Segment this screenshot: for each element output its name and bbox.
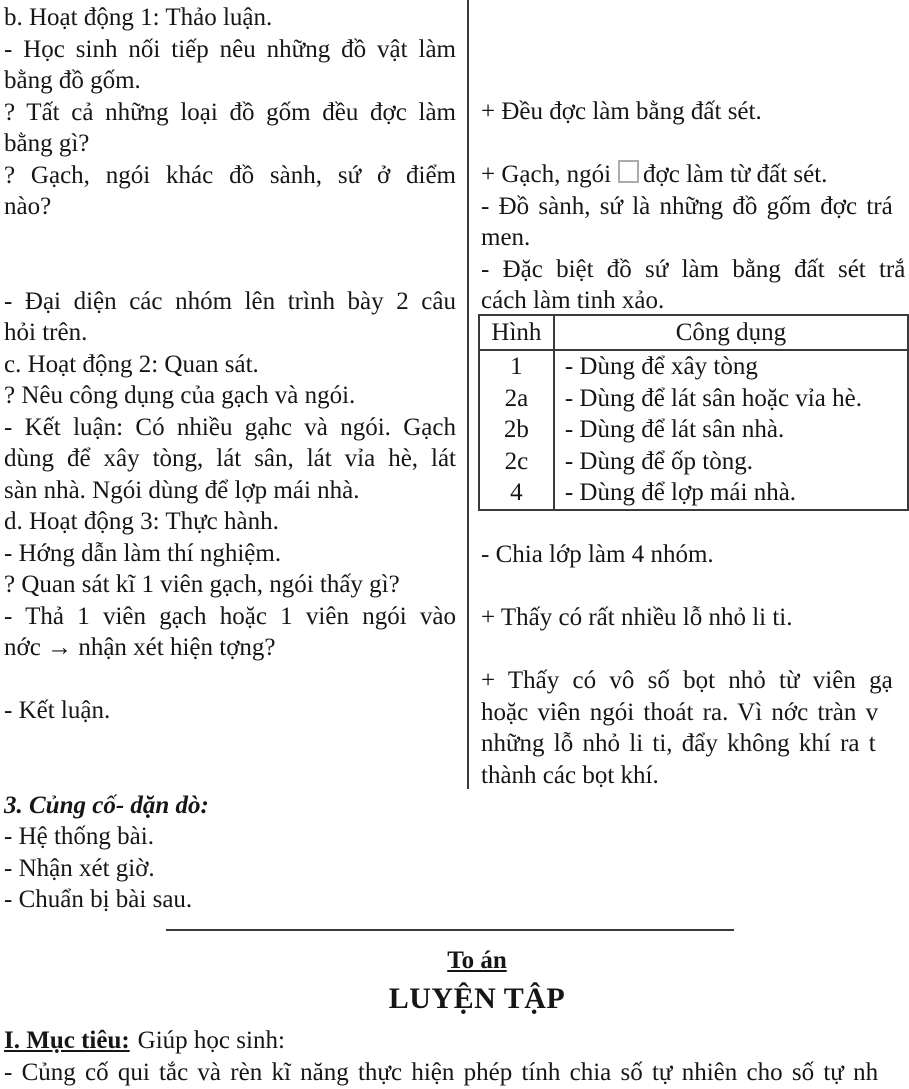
answer-line: những lỗ nhỏ li ti, đẩy không khí ra t [481, 730, 876, 757]
text-line: ? Tất cả những loại đồ gốm đều đợc làm [4, 98, 456, 126]
text-line: - Thả 1 viên gạch hoặc 1 viên ngói vào [4, 602, 456, 630]
column-header-hinh: Hình [479, 315, 554, 350]
section-divider-line [166, 929, 734, 931]
table-row [479, 383, 908, 415]
cell-figure: 4 [479, 477, 554, 510]
activity-3-heading: d. Hoạt động 3: Thực hành. [4, 508, 279, 535]
blank-line [481, 571, 909, 603]
objective-item-line: - Củng cố qui tắc và rèn kĩ năng thực hiện phép tính chia số tự nhiên cho số tự nh [4, 1059, 879, 1086]
left-column [4, 2, 456, 916]
text-line: - Hớng dẫn làm thí nghiệm. [4, 539, 282, 567]
blank-line [4, 758, 456, 790]
table-row [479, 446, 908, 478]
text-line: ? Quan sát kĩ 1 viên gạch, ngói thấy gì? [4, 571, 400, 598]
table-row [479, 414, 908, 446]
subject-title-wrap [0, 947, 909, 975]
answer-text: + Gạch, ngói [481, 161, 612, 188]
text-line: bằng gì? [4, 130, 90, 157]
cell-figure: 1 [479, 350, 554, 383]
text-line: - Hệ thống bài. [4, 823, 154, 850]
column-header-cong-dung: Công dụng [554, 315, 908, 350]
cell-usage: - Dùng để lợp mái nhà. [564, 479, 797, 506]
column-divider-line [467, 0, 469, 789]
activity-2-heading: c. Hoạt động 2: Quan sát. [4, 350, 259, 378]
text-line: sàn nhà. Ngói dùng để lợp mái nhà. [4, 476, 360, 504]
cell-figure: 2c [479, 446, 554, 478]
table-row [479, 350, 908, 383]
answer-line: + Thấy có vô số bọt nhỏ từ viên gạ [481, 667, 893, 694]
usage-table [478, 314, 909, 511]
cell-usage: - Dùng để lát sân hoặc vỉa hè. [564, 384, 862, 412]
text-line: hỏi trên. [4, 319, 88, 346]
cell-figure: 2b [479, 414, 554, 446]
answer-line: - Đồ sành, sứ là những đồ gốm đợc trá [481, 192, 893, 220]
answer-line [481, 159, 909, 191]
subject-title: To án [447, 947, 507, 974]
text-line: - Kết luận. [4, 697, 111, 724]
table-header-row [479, 315, 908, 350]
answer-text: đợc làm từ đất sét. [643, 161, 828, 188]
cell-usage: - Dùng để ốp tòng. [564, 447, 753, 475]
answer-line: men. [481, 224, 531, 251]
objective-text: Giúp học sinh: [137, 1027, 285, 1054]
objective-line [4, 1025, 285, 1057]
text-line: nớc → nhận xét hiện tợng? [4, 634, 276, 661]
text-line: ? Gạch, ngói khác đồ sành, sứ ở điểm [4, 161, 456, 189]
objective-label: I. Mục tiêu: [4, 1027, 130, 1054]
text-line: bằng đồ gốm. [4, 67, 141, 94]
answer-line: - Đặc biệt đồ sứ làm bằng đất sét trắ [481, 255, 906, 283]
blank-line [481, 128, 909, 160]
activity-1-heading: b. Hoạt động 1: Thảo luận. [4, 4, 273, 31]
right-column-bottom [481, 539, 909, 791]
cell-figure: 2a [479, 383, 554, 415]
blank-line [481, 634, 909, 666]
blank-line [4, 664, 456, 696]
answer-line: - Chia lớp làm 4 nhóm. [481, 541, 714, 568]
text-line: - Chuẩn bị bài sau. [4, 886, 193, 913]
text-line: - Đại diện các nhóm lên trình bày 2 câu [4, 287, 456, 315]
text-line: - Học sinh nối tiếp nêu những đồ vật làm [4, 35, 456, 63]
blank-line [4, 254, 456, 286]
cell-usage: - Dùng để lát sân nhà. [564, 416, 785, 443]
missing-glyph-box [618, 160, 639, 183]
text-line: - Nhận xét giờ. [4, 854, 155, 882]
cell-usage: - Dùng để xây tòng [564, 353, 758, 380]
answer-line: hoặc viên ngói thoát ra. Vì nớc tràn v [481, 698, 879, 726]
consolidation-heading: 3. Củng cố- dặn dò: [4, 791, 209, 819]
text-line: ? Nêu công dụng của gạch và ngói. [4, 382, 356, 409]
blank-line [4, 727, 456, 759]
lesson-title-wrap [0, 982, 909, 1016]
text-line: nào? [4, 193, 52, 220]
lesson-title: LUYỆN TẬP [388, 982, 566, 1015]
blank-line [4, 223, 456, 255]
answer-line: + Thấy có rất nhiều lỗ nhỏ li ti. [481, 604, 793, 631]
answer-line: cách làm tinh xảo. [481, 287, 665, 314]
answer-line: thành các bọt khí. [481, 761, 659, 789]
text-line: dùng để xây tòng, lát sân, lát vỉa hè, lát [4, 445, 456, 472]
text-line: - Kết luận: Có nhiều gạhc và ngói. Gạch [4, 413, 456, 441]
answer-line: + Đều đợc làm bằng đất sét. [481, 98, 762, 125]
table-row [479, 477, 908, 510]
right-column-top [481, 96, 909, 317]
